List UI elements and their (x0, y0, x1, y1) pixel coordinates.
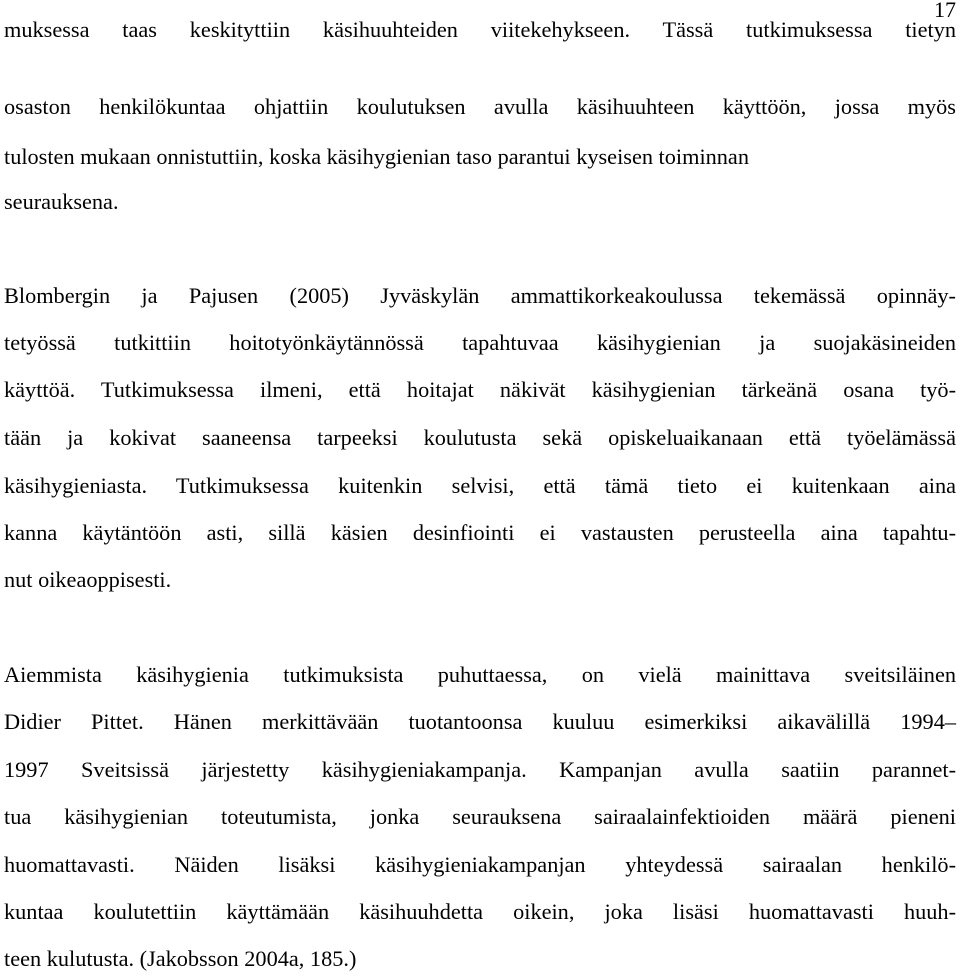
text-line: tään ja kokivat saaneensa tarpeeksi koulutusta sekä opiskeluaikanaan että työelämässä (4, 425, 956, 450)
text-line: teen kulutusta. (Jakobsson 2004a, 185.) (4, 946, 357, 971)
text-line: tulosten mukaan onnistuttiin, koska käsihygienian taso parantui kyseisen toiminnan (4, 144, 749, 169)
text-line: käsihygieniasta. Tutkimuksessa kuitenkin selvisi, että tämä tieto ei kuitenkaan aina (4, 473, 956, 498)
text-line: Blombergin ja Pajusen (2005) Jyväskylän ammattikorkeakoulussa tekemässä opinnäy- (4, 283, 956, 308)
text-line: Didier Pittet. Hänen merkittävään tuotantoonsa kuuluu esimerkiksi aikavälillä 1994– (4, 709, 956, 734)
text-line: kuntaa koulutettiin käyttämään käsihuuhdetta oikein, joka lisäsi huomattavasti huuh- (4, 899, 956, 924)
text-line: nut oikeaoppisesti. (4, 567, 172, 592)
text-line: Aiemmista käsihygienia tutkimuksista puhuttaessa, on vielä mainittava sveitsiläinen (4, 662, 956, 687)
text-line: kanna käytäntöön asti, sillä käsien desinfiointi ei vastausten perusteella aina tapahtu- (4, 520, 956, 545)
text-line: huomattavasti. Näiden lisäksi käsihygieniakampanjan yhteydessä sairaalan henkilö- (4, 852, 956, 877)
text-line: tetyössä tutkittiin hoitotyönkäytännössä tapahtuvaa käsihygienian ja suojakäsineiden (4, 330, 956, 355)
text-line: 1997 Sveitsissä järjestetty käsihygieniakampanja. Kampanjan avulla saatiin parannet- (4, 757, 956, 782)
page-number: 17 (934, 0, 956, 22)
text-line: muksessa taas keskityttiin käsihuuhteiden viitekehykseen. Tässä tutkimuksessa tietyn (4, 17, 956, 42)
text-line: tua käsihygienian toteutumista, jonka seurauksena sairaalainfektioiden määrä pieneni (4, 804, 956, 829)
text-line: käyttöä. Tutkimuksessa ilmeni, että hoitajat näkivät käsihygienian tärkeänä osana työ- (4, 377, 956, 402)
text-line: osaston henkilökuntaa ohjattiin koulutuksen avulla käsihuuhteen käyttöön, jossa myös (4, 94, 956, 119)
text-line: seurauksena. (4, 189, 119, 214)
